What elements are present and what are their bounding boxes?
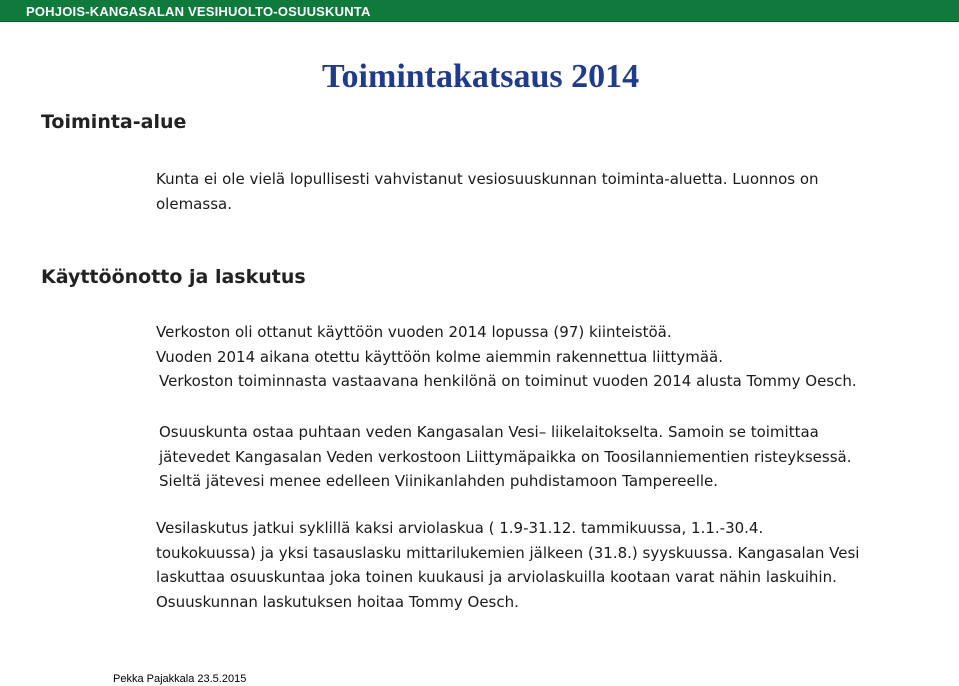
text-line: Osuuskunnan laskutuksen hoitaa Tommy Oesch. — [156, 592, 519, 611]
section-heading-toiminta-alue: Toiminta-alue — [41, 111, 187, 133]
section-heading-kayttoonotto: Käyttöönotto ja laskutus — [41, 266, 306, 288]
text-line: toukokuussa) ja yksi tasauslasku mittarilukemien jälkeen (31.8.) syyskuussa. Kangasalan Vesi — [156, 543, 860, 562]
text-line: Sieltä jätevesi menee edelleen Viinikanlahden puhdistamoon Tampereelle. — [159, 472, 719, 490]
paragraph-toiminta-alue — [156, 167, 926, 216]
paragraph-laskutus — [156, 516, 926, 614]
text-line: Verkoston oli ottanut käyttöön vuoden 2014 lopussa (97) kiinteistöä. — [156, 323, 672, 341]
paragraph-verkosto — [156, 320, 926, 394]
text-line: Osuuskunta ostaa puhtaan veden Kangasalan Vesi– liikelaitokselta. Samoin se toimittaa — [159, 423, 819, 441]
text-line: jätevedet Kangasalan Veden verkostoon Liittymäpaikka on Toosilanniementien risteyksessä. — [159, 447, 852, 466]
text-line: olemassa. — [156, 194, 232, 213]
text-line: Vuoden 2014 aikana otettu käyttöön kolme aiemmin rakennettua liittymää. — [156, 347, 724, 366]
footer-author-date: Pekka Pajakkala 23.5.2015 — [113, 673, 247, 685]
organization-name: POHJOIS-KANGASALAN VESIHUOLTO-OSUUSKUNTA — [26, 4, 371, 19]
text-line: Verkoston toiminnasta vastaavana henkilönä on toiminut vuoden 2014 alusta Tommy Oesch. — [159, 372, 857, 390]
text-line: Kunta ei ole vielä lopullisesti vahvistanut vesiosuuskunnan toiminta-aluetta. Luonnos on — [156, 170, 819, 188]
text-line: laskuttaa osuuskuntaa joka toinen kuukausi ja arviolaskuilla kootaan varat nähin laskuihin. — [156, 568, 837, 586]
text-line: Vesilaskutus jatkui syklillä kaksi arviolaskua ( 1.9-31.12. tammikuussa, 1.1.-30.4. — [156, 519, 764, 537]
paragraph-vesi-ostot — [159, 420, 929, 494]
page-title: Toimintakatsaus 2014 — [322, 58, 640, 95]
header-bar — [0, 0, 959, 22]
